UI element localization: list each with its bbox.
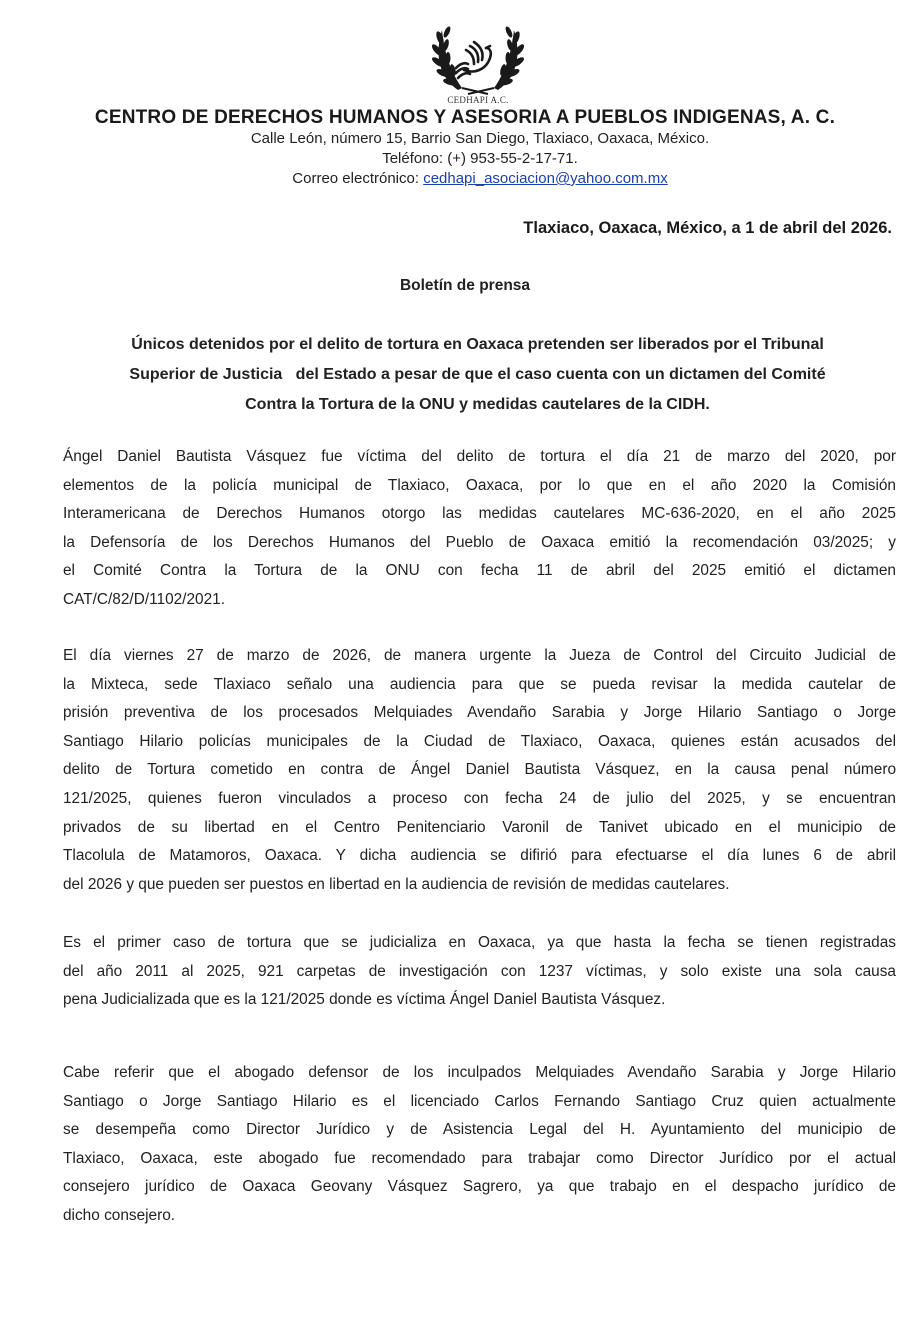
headline-line: Superior de Justicia del Estado a pesar de que el caso cuenta con un dictamen del Comité — [129, 366, 826, 383]
paragraph-line: delito de Tortura cometido en contra de Ángel Daniel Bautista Vásquez, en la causa penal número — [63, 761, 896, 779]
organization-email-line — [0, 170, 900, 187]
paragraph-line: prisión preventiva de los procesados Melquiades Avendaño Sarabia y Jorge Hilario Santiago o Jorge — [63, 704, 896, 722]
paragraph-line: Cabe referir que el abogado defensor de los inculpados Melquiades Avendaño Sarabia y Jorge Hilario — [63, 1064, 896, 1081]
paragraph-line: El día viernes 27 de marzo de 2026, de manera urgente la Jueza de Control del Circuito Judicial de — [63, 647, 896, 664]
logo-caption: CEDHAPI A.C. — [447, 95, 509, 105]
headline-line: Únicos detenidos por el delito de tortura en Oaxaca pretenden ser liberados por el Tribunal — [131, 336, 824, 353]
dove-laurel-wreath-icon — [428, 18, 528, 96]
headline-line: Contra la Tortura de la ONU y medidas cautelares de la CIDH. — [245, 396, 710, 413]
email-link[interactable]: cedhapi_asociacion@yahoo.com.mx — [423, 170, 668, 187]
organization-address: Calle León, número 15, Barrio San Diego, Tlaxiaco, Oaxaca, México. — [250, 130, 710, 147]
paragraph-line: dicho consejero. — [63, 1206, 176, 1224]
paragraph-line: Tlacolula de Matamoros, Oaxaca. Y dicha audiencia se difirió para efectuarse el día lunes 6 de abril — [63, 847, 896, 865]
body-paragraph-3 — [63, 929, 896, 1015]
paragraph-line: Tlaxiaco, Oaxaca, este abogado fue recomendado para trabajar como Director Jurídico por el actual — [63, 1149, 896, 1167]
organization-phone: Teléfono: (+) 953-55-2-17-71. — [382, 150, 578, 167]
organization-logo — [428, 18, 528, 108]
body-paragraph-2 — [63, 642, 896, 899]
organization-name: CENTRO DE DERECHOS HUMANOS Y ASESORIA A PUEBLOS INDIGENAS, A. C. — [94, 107, 836, 128]
paragraph-line: elementos de la policía municipal de Tlaxiaco, Oaxaca, por lo que en el año 2020 la Comisión — [63, 476, 896, 494]
paragraph-line: consejero jurídico de Oaxaca Geovany Vásquez Sagrero, ya que trabajo en el despacho jurídico de — [63, 1178, 896, 1196]
paragraph-line: Es el primer caso de tortura que se judicializa en Oaxaca, ya que hasta la fecha se tienen registradas — [63, 934, 896, 951]
paragraph-line: el Comité Contra la Tortura de la ONU con fecha 11 de abril del 2025 emitió el dictamen — [63, 562, 896, 580]
email-label: Correo electrónico: — [292, 170, 424, 187]
paragraph-line: del año 2011 al 2025, 921 carpetas de investigación con 1237 víctimas, y solo existe una sola causa — [63, 962, 896, 980]
paragraph-line: Santiago Hilario policías municipales de la Ciudad de Tlaxiaco, Oaxaca, quienes están acusados del — [63, 732, 896, 750]
paragraph-line: Ángel Daniel Bautista Vásquez fue víctima del delito de tortura el día 21 de marzo del 2020, por — [63, 448, 896, 465]
paragraph-line: la Mixteca, sede Tlaxiaco señalo una audiencia para que se pueda revisar la medida cautelar de — [63, 675, 896, 693]
bulletin-label: Boletín de prensa — [399, 277, 531, 294]
body-paragraph-1 — [63, 443, 896, 615]
paragraph-line: privados de su libertad en el Centro Penitenciario Varonil de Tanivet ubicado en el municipio de — [63, 818, 896, 836]
body-paragraph-4 — [63, 1059, 896, 1231]
paragraph-line: Santiago o Jorge Santiago Hilario es el licenciado Carlos Fernando Santiago Cruz quien actualmente — [63, 1092, 896, 1110]
paragraph-line: del 2026 y que pueden ser puestos en libertad en la audiencia de revisión de medidas cautelares. — [63, 875, 730, 893]
paragraph-line: la Defensoría de los Derechos Humanos del Pueblo de Oaxaca emitió la recomendación 03/2025; y — [63, 533, 896, 551]
paragraph-line: 121/2025, quienes fueron vinculados a proceso con fecha 24 de julio del 2025, y se encuentran — [63, 789, 896, 807]
paragraph-line: Interamericana de Derechos Humanos otorgo las medidas cautelares MC-636-2020, en el año 2025 — [63, 505, 896, 523]
paragraph-line: se desempeña como Director Jurídico y de Asistencia Legal del H. Ayuntamiento del municipio de — [63, 1121, 896, 1139]
press-release-headline — [75, 330, 880, 420]
paragraph-line: CAT/C/82/D/1102/2021. — [63, 590, 225, 608]
document-date: Tlaxiaco, Oaxaca, México, a 1 de abril del 2026. — [523, 219, 892, 237]
paragraph-line: pena Judicializada que es la 121/2025 donde es víctima Ángel Daniel Bautista Vásquez. — [63, 991, 666, 1009]
